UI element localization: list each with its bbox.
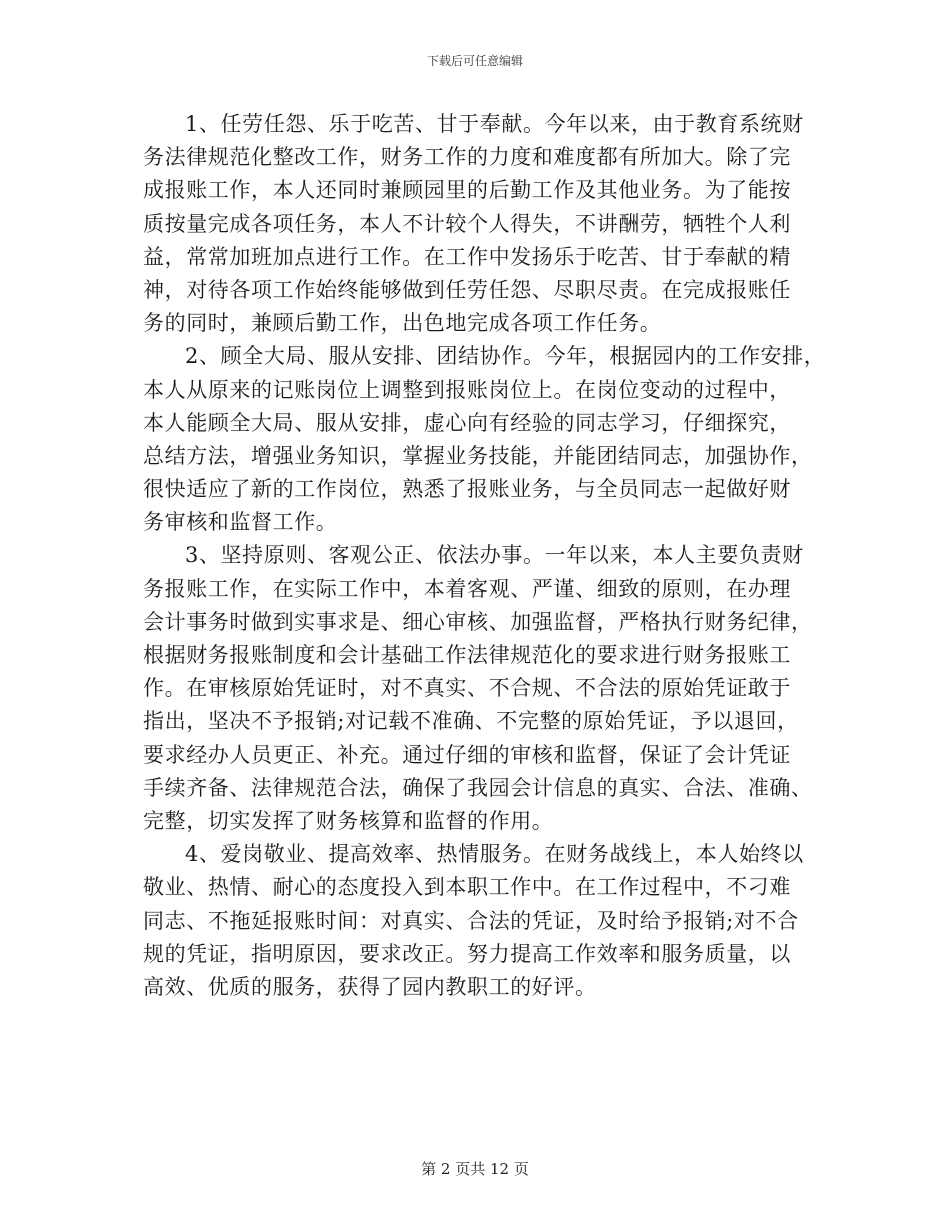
text-line: 指出，坚决不予报销;对记载不准确、不完整的原始凭证，予以退回， [143, 709, 799, 734]
text-line: 很快适应了新的工作岗位，熟悉了报账业务，与全员同志一起做好财 [143, 477, 791, 502]
text-line: 要求经办人员更正、补充。通过仔细的审核和监督，保证了会计凭证 [143, 742, 791, 767]
text-line: 规的凭证，指明原因，要求改正。努力提高工作效率和服务质量，以 [143, 941, 791, 966]
paragraph-1 [143, 108, 823, 340]
text-line: 手续齐备、法律规范合法，确保了我园会计信息的真实、合法、准确、 [143, 775, 813, 800]
document-body [143, 108, 826, 1004]
text-line: 同志、不拖延报账时间：对真实、合法的凭证，及时给予报销;对不合 [143, 908, 799, 933]
paragraph-2 [143, 340, 826, 539]
text-line: 务审核和监督工作。 [143, 510, 338, 535]
page-number: 第 2 页共 12 页 [421, 1160, 529, 1178]
paragraph-3 [143, 539, 823, 838]
text-line: 2、顾全大局、服从安排、团结协作。今年，根据园内的工作安排， [185, 344, 826, 369]
text-line: 成报账工作，本人还同时兼顾园里的后勤工作及其他业务。为了能按 [143, 178, 791, 203]
text-line: 务报账工作，在实际工作中，本着客观、严谨、细致的原则，在办理 [143, 576, 791, 601]
text-line: 神，对待各项工作始终能够做到任劳任怨、尽职尽责。在完成报账任 [143, 277, 791, 302]
text-line: 根据财务报账制度和会计基础工作法律规范化的要求进行财务报账工 [143, 643, 791, 667]
text-line: 总结方法，增强业务知识，掌握业务技能，并能团结同志，加强协作， [143, 443, 813, 468]
text-line: 完整，切实发挥了财务核算和监督的作用。 [143, 808, 554, 833]
text-line: 质按量完成各项任务，本人不计较个人得失，不讲酬劳，牺牲个人利 [143, 211, 791, 236]
text-line: 高效、优质的服务，获得了园内教职工的好评。 [143, 974, 597, 999]
text-line: 4、爱岗敬业、提高效率、热情服务。在财务战线上，本人始终以 [185, 842, 804, 867]
text-line: 3、坚持原则、客观公正、依法办事。一年以来，本人主要负责财 [185, 543, 804, 568]
text-line: 务法律规范化整改工作，财务工作的力度和难度都有所加大。除了完 [143, 145, 791, 170]
text-line: 益，常常加班加点进行工作。在工作中发扬乐于吃苦、甘于奉献的精 [143, 244, 791, 269]
paragraph-4 [143, 838, 823, 1004]
text-line: 会计事务时做到实事求是、细心审核、加强监督，严格执行财务纪律， [143, 609, 813, 634]
text-line: 1、任劳任怨、乐于吃苦、甘于奉献。今年以来，由于教育系统财 [185, 112, 804, 136]
text-line: 作。在审核原始凭证时，对不真实、不合规、不合法的原始凭证敢于 [143, 676, 791, 701]
text-line: 务的同时，兼顾后勤工作，出色地完成各项工作任务。 [143, 311, 662, 336]
text-line: 敬业、热情、耐心的态度投入到本职工作中。在工作过程中，不刁难 [143, 875, 791, 900]
text-line: 本人能顾全大局、服从安排，虚心向有经验的同志学习，仔细探究， [143, 410, 791, 435]
page-header-note: 下载后可任意编辑 [426, 54, 523, 68]
text-line: 本人从原来的记账岗位上调整到报账岗位上。在岗位变动的过程中， [143, 377, 791, 402]
